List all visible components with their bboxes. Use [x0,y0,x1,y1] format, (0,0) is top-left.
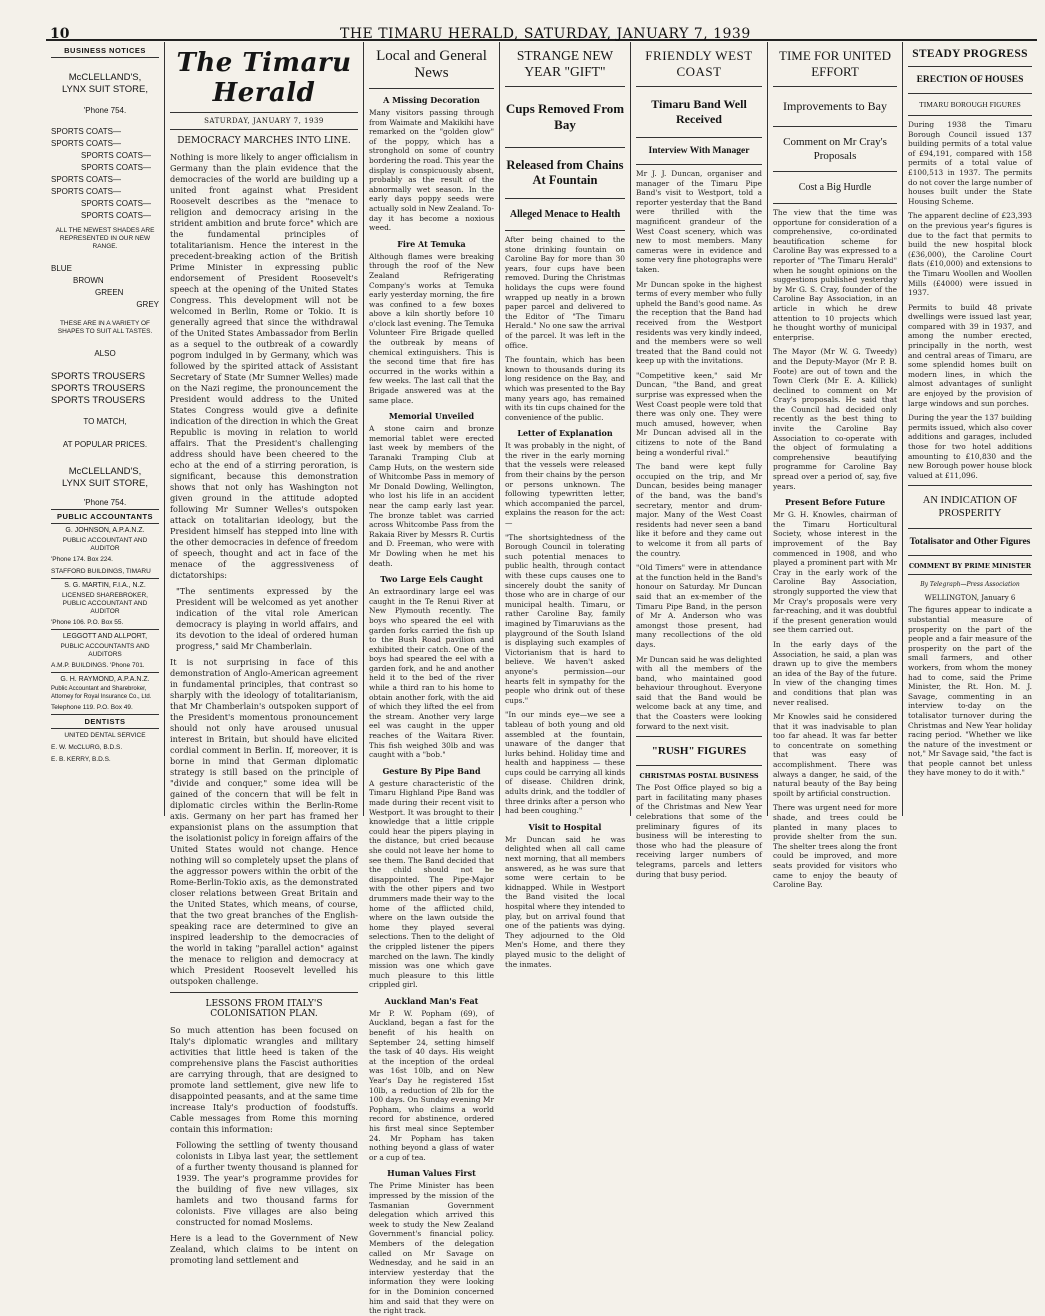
divider [636,736,762,737]
news-subhead: CHRISTMAS POSTAL BUSINESS [639,772,759,781]
news-paragraph: During 1938 the Timaru Borough Council issued 137 building permits of a total value of £94,191, compared with 158 permits of a total value of £100,513 in 1937. The permits do not cover the large number of houses built under the State Housing Scheme. [908,120,1032,206]
news-paragraph: A stone cairn and bronze memorial tablet were erected last week by members of the Taranaki Tramping Club at Camp Huts, on the western side of Whitcombe Pass in memory of Mr Donald Dowling, Wellington, who lost his life in an accident near the camp early last year. The bronze tablet was carried across Whitcombe Pass from the Rakaia River by Messrs R. Curtis and D. Freeman, who were with Mr Dowling when he met his death. [369,424,494,568]
news-subhead: Two Large Eels Caught [380,574,483,585]
accountant-name: LEGGOTT AND ALLPORT, [62,633,148,640]
news-paragraph: Mr J. J. Duncan, organiser and manager of the Timaru Pipe Band's visit to Westport, told a reporter yesterday that the Band were thrilled with the magnificent grandeur of the West Coast scenery, which was new to most members. Many cameras were in evidence and some very fine photographs were taken. [636,169,762,274]
editorial-masthead: The Timaru Herald [176,48,352,108]
color-green: GREEN [95,288,124,297]
dentist-service: UNITED DENTAL SERVICE [64,732,146,739]
news-paragraph: "Old Timers" were in attendance at the function held in the Band's honour on Saturday. Mr Duncan said that an ex-member of the Timaru Pipe Band, in the person of Mr A. Anderson who was amongst those present, had many recollections of the old days. [636,563,762,649]
united-effort-subheadline: Cost a Big Hurdle [798,182,872,193]
news-paragraph: An extraordinary large eel was caught in the Te Renui River at New Plymouth recently. The boys who speared the eel with garden forks carried the fish up to the Bush Road pavilion and exhibited their catch. One of the boys had speared the eel with a garden fork, and he and another held it to the bed of the river while a third ran to his home to obtain another fork, with the aid of which they lifted the eel from the stream. Another very large eel was caught in the upper reaches of the Waitara River. This fish weighed 30lb and was caught with a "bob." [369,587,494,760]
news-paragraph: The apparent decline of £23,393 on the previous year's figures is due to the fact that permits to build the new hospital block (£36,000), the Caroline Court flats (£10,000) and extensions to the Timaru Woollen and Woollen Mills (£4000) were issued in 1937. [908,211,1032,298]
west-coast-subheadline: Timaru Band Well Received [651,97,747,126]
editorial-paragraph: So much attention has been focused on Italy's diplomatic wrangles and military activities that little heed is taken of the comprehensive plans the Fascist authorities are carrying through, that are designed to promote land settlement, give new life to disappointed peasants, and at the same time increase Italy's production of foodstuffs. Cable messages from Rome this morning contain this information: [170,1025,358,1134]
gift-subheadline: Alleged Menace to Health [509,209,621,220]
news-paragraph: Permits to build 48 private dwellings were issued last year, compared with 39 in 1937, and among the number erected, principally in the north, west and central areas of Timaru, are some splendid homes built on modern lines, in which the almost advantages of sunlight are enjoyed by the provision of large windows and sun porches. [908,302,1032,408]
editorial-paragraph: It is not surprising in face of this demonstration of Anglo-American agreement in fundamental principles, that contrast so sharply with the ideology of totalitarianism, that Mr Chamberlain's outspoken support of the President's momentous pronouncement should not only have aroused unusual interest in Britain, but should have elicited cordial comment in Berlin. If, moreover, it is borne in mind that German diplomatic strategy is still based on the principle of "divide and conquer," some idea will be gained of the concern that will be felt in diplomatic circles within the Berlin-Rome axis. Germany on her part has framed her expansionist plans on the assumption that the isolationist policy in foreign affairs of the United States would not change. Hence nothing will so completely upset the plans of the aggressor powers within the orbit of the Rome-Berlin-Tokio axis, as the demonstrated closer relations between Great Britain and the United States, which means, of course, that the two great branches of the English-speaking race are determined to give an inspired leadership to the democracies of the world in taking "parallel action" against the menace to religion and democracy at which President Roosevelt levelled his outspoken challenge. [170,657,358,986]
local-news-column [364,42,499,1316]
steady-progress-headline: STEADY PROGRESS [912,48,1028,60]
steady-progress-column [903,42,1037,816]
news-paragraph: "Competitive keen," said Mr Duncan, "the Band, and great surprise was expressed when the West Coast people were told that there was only one. They were much amused, however, when Mr Duncan advised all in the citizens to note of the Band being a wonderful rival." [636,370,762,457]
news-paragraph: "The shortsightedness of the Borough Council in tolerating such potential menaces to public health, through contact with these cups causes one to sincerely doubt the sanity of those who are in charge of our municipal health. Timaru, or rather Caroline Bay, family imagined by Timaruvians as the playground of the South Island is displaying such examples of Victorianism that is hard to believe. We haven't asked anyone's permission—our hearts felt in sympathy for the people who drink out of these cups." [505,532,625,705]
news-subhead: Auckland Man's Feat [384,995,479,1006]
news-paragraph: Mr Knowles said he considered that it was inadvisable to plan too far ahead. It was far better to concentrate on something that was easy of accomplishment. There was always a danger, he said, of the natural beauty of the Bay being spoilt by artificial construction. [773,712,897,798]
news-paragraph: Mr G. H. Knowles, chairman of the Timaru Horticultural Society, whose interest in the improvement of the Bay commenced in 1908, and who played a prominent part with Mr Cray in the early work of the Caroline Bay Association, strongly supported the view that Mr Cray's proposals were very far-reaching, and it was doubtful if the present generation would see them carried out. [773,510,897,635]
divider [636,86,762,87]
divider [773,126,897,127]
united-effort-column [768,42,902,890]
divider [773,203,897,204]
divider [505,86,625,87]
sports-coats-line: SPORTS COATS— [51,187,121,196]
accountants-heading: PUBLIC ACCOUNTANTS [56,512,154,521]
ad-lynx: LYNX SUIT STORE, [61,478,149,489]
ad-variety: THESE ARE IN A VARIETY OF SHAPES TO SUIT ALL TASTES. [57,320,153,335]
news-subhead: Human Values First [387,1168,476,1179]
newspaper-masthead: THE TIMARU HERALD, SATURDAY, JANUARY 7, 1939 [340,26,751,42]
gift-column [500,42,630,969]
ad-to-match: TO MATCH, [83,417,127,426]
divider [51,578,159,579]
place-line: WELLINGTON, January 6 [924,594,1016,603]
divider [908,485,1032,486]
editorial-quote: Following the settling of twenty thousand colonists in Libya last year, the settlement of a further twenty thousand is planned for 1939. The year's programme provides for the building of five new villages, six hamlets and two thousand farms for colonists. Five villages are also being constructed for nomad Moslems. [176,1140,358,1227]
gift-headline: STRANGE NEW YEAR "GIFT" [516,48,614,79]
steady-progress-subheadline: TIMARU BOROUGH FIGURES [919,100,1021,109]
divider [908,93,1032,94]
west-coast-headline: FRIENDLY WEST COAST [645,48,753,79]
united-effort-headline: TIME FOR UNITED EFFORT [779,48,891,79]
news-paragraph: Mr P. W. Popham (69), of Auckland, began a fast for the benefit of his health on September 24, setting himself the task of 40 days. His weight at the inception of the ordeal was 16st 10lb, and on New Year's Day he registered 15st 10lb, a reduction of 2lb for the 100 days. On Sunday evening Mr Popham, who claims a world record for abstinence, ordered his first meal since September 24. Mr Popham has taken nothing beyond a glass of water or a cup of tea. [369,1008,494,1162]
prosperity-headline: AN INDICATION OF PROSPERITY [922,495,1018,520]
news-paragraph: Mr Duncan spoke in the highest terms of every member who fully upheld the Band's good name. As the reception that the Band had received from the Westport residents was very kindly indeed, and the members were so well treated that the Band could not keep up with the invitations. [636,279,762,366]
ad-phone: 'Phone 754. [83,498,127,507]
news-paragraph: Mr Duncan said he was delighted with all the members of the band, who maintained good behaviour throughout. Everyone said that the Band would be welcome back at any time, and that the Coasters were looking forward to the next visit. [636,654,762,731]
news-paragraph: During the year the 137 building permits issued, which also cover additions and garages, included those for two hotel additions amounting to £10,830 and the new Borough power house block valued at £11,096. [908,413,1032,480]
gift-subheadline: Cups Removed From Bay [505,101,625,132]
divider [908,555,1032,556]
ad-shades: ALL THE NEWEST SHADES ARE REPRESENTED IN OUR NEW RANGE. [55,227,155,250]
ad-mcclellands: McCLELLAND'S, [68,72,142,83]
accountant-name: S. G. MARTIN, F.I.A., N.Z. [64,582,146,589]
news-paragraph: After being chained to the stone drinking fountain on Caroline Bay for more than 30 years, four cups have been removed. During the Christmas holidays the cups were found wrapped up neatly in a brown paper parcel and delivered to the Editor of "The Timaru Herald." No one saw the arrival of the parcel. It was left in the office. [505,235,625,350]
divider [51,714,159,715]
divider [908,528,1032,529]
accountant-name: G. H. RAYMOND, A.P.A.N.Z. [60,676,150,683]
news-paragraph: The Prime Minister has been impressed by the mission of the Tasmanian Government delegation which arrived this week to study the New Zealand Government's financial policy. Members of the delegation called on Mr Savage on Wednesday, and he said in an interview yesterday that the information they were looking for in the Dominion concerned him and said that they were on the right track. [369,1181,494,1316]
divider [51,509,159,510]
news-subhead: COMMENT BY PRIME MINISTER [908,562,1032,571]
color-brown: BROWN [73,276,104,285]
sports-coats-line: SPORTS COATS— [81,211,151,220]
news-paragraph: The view that the time was opportune for consideration of a comprehensive, co-ordinated beautification scheme for Caroline Bay was expressed to a reporter of "The Timaru Herald" when he sought opinions on the suggestions published yesterday by Mr G. S. Cray, founder of the Caroline Bay Association, in an article in which he drew attention to 10 projects which he thought worthy of municipal enterprise. [773,208,897,342]
ad-popular-prices: AT POPULAR PRICES. [62,440,148,449]
news-paragraph: Although flames were breaking through the roof of the New Zealand Refrigerating Company's works at Temuka early yesterday morning, the fire was confined to a few boxes above a kiln shortly before 10 o'clock last evening. The Temuka Volunteer Fire Brigade quelled the outbreak by means of chemical extinguishers. This is the second time that fire has occurred in the works within a few weeks. The last call that the Brigade answered was at the same place. [369,251,494,405]
divider [505,147,625,148]
news-paragraph: The Post Office played so big a part in facilitating many phases of the Christmas and New Year celebrations that some of the preliminary figures of its business will be interesting to those who had the pleasure of receiving larger numbers of telegrams, parcels and letters during that busy period. [636,783,762,879]
editorial-column [165,42,363,1265]
editorial-paragraph: Here is a lead to the Government of New Zealand, which claims to be intent on promoting land settlement and [170,1233,358,1265]
editorial-headline: LESSONS FROM ITALY'S COLONISATION PLAN. [205,999,323,1019]
dentist-name: E. B. KERRY, B.D.S. [51,756,111,763]
sports-coats-line: SPORTS COATS— [51,139,121,148]
dateline: By Telegraph—Press Association [920,581,1020,589]
news-paragraph: A gesture characteristic of the Timaru Highland Pipe Band was made during their recent visit to Westport. It was brought to their knowledge that a little cripple could hear the pipers playing in the distance, but cried because she could not leave her home to see them. The Band decided that the child should not be disappointed. The Pipe-Major with the other pipers and two drummers made their way to the home of the afflicted child, where on the lawn outside the home they played several selections. Then to the delight of the crippled listener the pipers marched on the lawn. The kindly mission was one which gave much pleasure to this little crippled girl. [369,778,494,990]
accountant-address: A.M.P. BUILDINGS. 'Phone 701. [51,662,145,669]
color-grey: GREY [136,300,159,309]
accountant-role: Public Accountant and Sharebroker, Attorney for Royal Insurance Co., Ltd. [51,686,152,700]
divider [51,57,159,58]
united-effort-subheadline: Improvements to Bay [783,99,887,113]
editorial-quote: "The sentiments expressed by the President will be welcomed as yet another indication of the vital role American democracy is playing in world affairs, and its devotion to the ideal of ordered human progress," said Mr Chamberlain. [176,586,358,651]
divider [773,171,897,172]
business-notices-heading: BUSINESS NOTICES [64,46,146,55]
divider [908,574,1032,575]
accountant-role: PUBLIC ACCOUNTANTS AND AUDITORS [60,643,150,658]
dentist-name: E. W. McCLURG, B.D.S. [51,744,123,751]
news-paragraph: "In our minds eye—we see a tableau of both young and old assembled at the fountain, unaware of the danger that lurks behind. Holiday time and health and happiness — these cups could be carrying all kinds of disease. Children drink, adults drink, and the toddler of three drinks after a person who had been coughing." [505,710,625,816]
color-blue: BLUE [51,264,72,273]
accountant-phone: 'Phone 106. P.O. Box 55. [51,619,124,626]
united-effort-subheadline: Comment on Mr Cray's Proposals [783,136,887,162]
west-coast-subheadline: Interview With Manager [648,146,750,156]
divider [636,164,762,165]
divider [908,66,1032,67]
divider [636,137,762,138]
divider [51,672,159,673]
sports-trousers-line: SPORTS TROUSERS [51,371,146,382]
divider [51,523,159,524]
news-subhead: Letter of Explanation [517,428,613,439]
divider [369,88,494,89]
news-subhead: A Missing Decoration [383,95,480,105]
news-paragraph: The fountain, which has been known to thousands during its long residence on the Bay, and which was presented to the Bay many years ago, has remained with its tin cups chained for the convenience of the public. [505,355,625,422]
divider [636,765,762,766]
news-paragraph: The Mayor (Mr W. G. Tweedy) and the Deputy-Mayor (Mr P. B. Foote) are out of town and the Town Clerk (Mr E. A. Killick) declined to comment on Mr Cray's proposals. He said that the Council had decided only recently as the best thing to invite the Caroline Bay Association to co-operate with the object of formulating a comprehensive beautifying programme for Caroline Bay spread over a period of, say, five years. [773,347,897,491]
divider [505,230,625,231]
accountant-role: PUBLIC ACCOUNTANT AND AUDITOR [62,537,148,552]
editorial-paragraph: Nothing is more likely to anger officialism in Germany than the plain evidence that the democracies of the world are building up a united front against what President Roosevelt describes as the "menace to religion and democracy arising in the strident ambition and brute force" which are the fundamental principles of totalitarianism. Hence the interest in the precedent-breaking action of the British Prime Minister in expressing public endorsement of President Roosevelt's speech at the opening of the United States Congress. This development will not be welcomed in Berlin, Rome or Tokio. It is generally agreed that since the withdrawal of the United States Ambassador from Berlin as a sequel to the outbreak of a cowardly pogrom indulged in by Germany, which was followed by the spirited attack of Assistant Secretary of State (Mr Sumner Welles) made on the Nazi regime, the pronouncement the President would address to the United States Congress would give a definite indication of the direction in which the Great Republic is moving in relation to world affairs. That the President's challenging address should have been cheered to the echo at the end of a stirring peroration, is significant, because this demonstration shows that not only has Washington not given ground in the attitude adopted following Mr Sumner Welles's outspoken attack on totalitarian ideology, but the President himself has stepped into line with the other democracies in defence of freedom of speech, thought and act in face of the menace of the aggressiveness of dictatorships: [170,152,358,580]
sports-trousers-line: SPORTS TROUSERS [51,383,146,394]
divider [505,198,625,199]
steady-progress-subheadline: ERECTION OF HOUSES [916,75,1024,85]
sports-coats-line: SPORTS COATS— [81,163,151,172]
prosperity-subheadline: Totalisator and Other Figures [909,537,1031,548]
news-paragraph: The figures appear to indicate a substantial measure of prosperity on the part of the people and a fair measure of the prosperity on the part of the small farmers, and other workers, from whom the money had to come, said the Prime Minister, the Rt. Hon. M. J. Savage, commenting in an interview to-day on the totalisator turnover during the Christmas and New Year holiday racing period. "Whether we like the nature of the investment or not," Mr Savage said, "the fact is that people cannot bet unless they have money to do it with." [908,605,1032,778]
page-number: 10 [50,26,70,42]
divider [170,992,358,993]
sports-coats-line: SPORTS COATS— [81,151,151,160]
sports-coats-line: SPORTS COATS— [51,175,121,184]
ad-also: ALSO [94,349,116,358]
local-news-headline: Local and General News [376,48,487,81]
news-paragraph: Many visitors passing through from Waimate and Makikihi have remarked on the "golden glow" of the poppy, which has a stronghold on some of country bordering the road. This year the display is conspicuously absent, probably as the result of the abnormally wet season. In the early days poppy seeds were actually sold in New Zealand. To-day it has become a noxious weed. [369,108,494,233]
ad-phone: 'Phone 754. [83,106,127,115]
ad-lynx: LYNX SUIT STORE, [61,84,149,95]
news-paragraph: In the early days of the Association, he said, a plan was drawn up to give the members an idea of the Bay of the future. In view of the changing times and conditions that plan was never realised. [773,639,897,707]
sports-trousers-line: SPORTS TROUSERS [51,395,146,406]
accountant-role: LICENSED SHAREBROKER, PUBLIC ACCOUNTANT AND AUDITOR [62,592,148,615]
accountant-phone: Telephone 119. P.O. Box 49. [51,704,133,711]
divider [51,728,159,729]
gift-subheadline: Released from Chains At Fountain [506,158,624,187]
divider [908,115,1032,116]
divider [773,86,897,87]
business-notices-column [46,42,164,816]
sports-coats-line: SPORTS COATS— [81,199,151,208]
news-paragraph: It was probably in the night, of the river in the early morning that the vessels were released from their chains by the person or persons unknown. The following typewritten letter, which accompanied the parcel, explains the reason for the act:— [505,441,625,528]
divider [170,129,358,130]
sports-coats-line: SPORTS COATS— [51,127,121,136]
accountant-address: STAFFORD BUILDINGS, TIMARU [51,568,151,575]
news-subhead: Memorial Unveiled [388,411,475,422]
ad-mcclellands: McCLELLAND'S, [68,466,142,477]
divider [170,112,358,113]
news-paragraph: Mr Duncan said he was delighted when all call came next morning, that all members answered, as he was sure that some were certain to be kidnapped. While in Westport the Band visited the local hospital where they intended to play, but on arrival found that one of the patients was dying. They adjourned to the Old Men's Home, and there they played music to the delight of the inmates. [505,834,625,969]
editorial-headline: DEMOCRACY MARCHES INTO LINE. [177,136,351,146]
news-paragraph: The band were kept fully occupied on the trip, and Mr Duncan, besides being manager of the band, was the band's secretary, mentor and drum-major. Many of the West Coast residents had never seen a band like it before and they came out to welcome it from all parts of the country. [636,462,762,558]
dentists-heading: DENTISTS [84,717,126,726]
west-coast-column [631,42,767,879]
accountant-name: G. JOHNSON, A.P.A.N.Z. [65,527,145,534]
news-subhead: Visit to Hospital [528,821,602,832]
rush-figures-headline: "RUSH" FIGURES [651,745,747,758]
news-subhead: Gesture By Pipe Band [382,765,481,776]
news-paragraph: There was urgent need for more shade, and trees could be planted in many places to provide shelter from the sun. The shelter trees along the front could be improved, and more seats provided for visitors who came to enjoy the beauty of Caroline Bay. [773,803,897,890]
accountant-phone: 'Phone 174. Box 224. [51,556,113,563]
editorial-date: SATURDAY, JANUARY 7, 1939 [204,117,324,125]
news-subhead: Fire At Temuka [397,238,466,249]
divider [51,629,159,630]
news-subhead: Present Before Future [784,497,886,508]
